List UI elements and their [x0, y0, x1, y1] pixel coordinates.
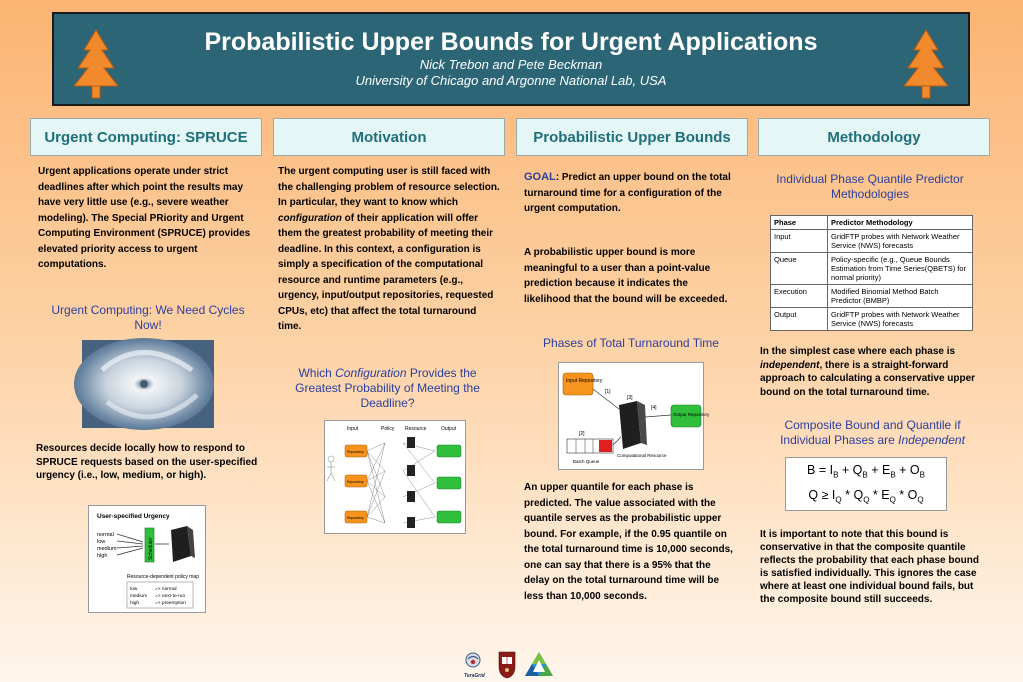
table-cell: Input	[771, 230, 828, 253]
phases-figure	[558, 362, 710, 470]
goal-text: GOAL: Predict an upper bound on the total turnaround time for a configuration of the urgent computation.	[524, 171, 731, 214]
motivation-text: The urgent computing user is still faced with the challenging problem of resource selection. In particular, they want to know which configuration of their application will offer them the greatest probability of meeting their deadline. In this context, a configuration is simply a specification of the computational resource and runtime parameters (e.g., urgency, input/output repositories, requested CPUs, etc) that affect the total turnaround time.	[278, 166, 500, 332]
upper-bound-text: A probabilistic upper bound is more meaningful to a user than a point-value prediction because it indicates the likelihood that the bound will be exceeded.	[524, 247, 728, 305]
sponsor-logos	[463, 650, 558, 680]
phase-number: [1]	[605, 389, 611, 395]
output-repo-label: Output Repository	[673, 412, 710, 417]
urgency-level: medium	[97, 546, 117, 552]
authors: Nick Trebon and Pete Beckman	[419, 57, 603, 72]
section-composite: Composite Bound and Quantile if Individual Phases are Independent	[780, 418, 965, 447]
independent-text: In the simplest case where each phase is independent, there is a straight-forward approach to calculating a conservative upper bound on the total turnaround time.	[760, 346, 976, 398]
policy-map-key: medium	[130, 594, 148, 599]
methodology-table	[770, 215, 973, 331]
section-predictors: Individual Phase Quantile Predictor Methodologies	[776, 172, 964, 201]
table-row	[771, 230, 973, 253]
table-header-row	[771, 216, 973, 230]
composite-formula	[785, 457, 947, 511]
university-seal-icon	[499, 652, 515, 678]
configuration-figure	[324, 420, 466, 534]
affiliation: University of Chicago and Argonne National Lab, USA	[355, 73, 667, 88]
argonne-logo-icon	[525, 652, 553, 676]
section-configuration: Which Configuration Provides the Greatest Probability of Meeting the Deadline?	[295, 366, 480, 410]
formula-quantile: $Q \ge I_Q * Q_Q * E_Q * O_Q$	[808, 488, 924, 505]
header-methodology: Methodology	[758, 118, 990, 156]
urgency-figure	[88, 505, 206, 613]
table-cell: Modified Binomial Method Batch Predictor (BMBP)	[828, 285, 973, 308]
table-row	[771, 253, 973, 285]
table-header: Predictor Methodology	[828, 216, 973, 230]
table-cell: Policy-specific (e.g., Queue Bounds Estimation from Time Series(QBETS) for normal priority)	[828, 253, 973, 285]
spruce-resources-text: Resources decide locally how to respond to SPRUCE requests based on the user-specified urgency (i.e., low, medium, or high).	[36, 443, 258, 481]
policy-map-value: => preemption	[155, 601, 186, 606]
repo-label: Repository	[347, 480, 364, 484]
policy-map-key: high	[130, 601, 140, 606]
table-cell: GridFTP probes with Network Weather Service (NWS) forecasts	[828, 230, 973, 253]
table-cell: Execution	[771, 285, 828, 308]
urgency-level: high	[97, 553, 108, 559]
input-repo-label: Input Repository	[566, 378, 603, 384]
tree-logo-icon	[66, 28, 126, 100]
hurricane-image	[82, 340, 214, 428]
fig-col-label: Policy	[381, 426, 395, 432]
tree-logo-icon	[896, 28, 956, 100]
header-motivation: Motivation	[273, 118, 505, 156]
quantile-text: An upper quantile for each phase is predicted. The value associated with the quantile serves as the probabilistic upper bound. For example, if the 0.95 quantile on the total turnaround time is 10,000 seconds, one can say that there is a 95% that the delay on the total turnaround time will be less than 10,000 seconds.	[524, 482, 733, 602]
repo-label: Repository	[347, 516, 364, 520]
urgency-level: low	[97, 539, 106, 545]
scheduler-label: Scheduler	[148, 537, 154, 560]
header-spruce: Urgent Computing: SPRUCE	[30, 118, 262, 156]
policy-map-key: low	[130, 587, 138, 592]
policy-map-value: => next-to-run	[155, 594, 186, 599]
fig-col-label: Input	[347, 426, 359, 432]
table-header: Phase	[771, 216, 828, 230]
conservative-text: It is important to note that this bound is conservative in that the composite quantile reflects the probability that each phase bound is satisfied individually. This ignores the case where at least one individual bound fails, but the composite bound still succeeds.	[760, 529, 979, 605]
table-cell: Output	[771, 308, 828, 331]
urgency-fig-title: User-specified Urgency	[97, 513, 170, 520]
policy-map-value: => normal	[155, 587, 177, 592]
formula-bound: $B = I_B + Q_B + E_B + O_B$	[807, 463, 925, 480]
compute-label: Computational Resource	[617, 453, 667, 458]
queue-label: Batch Queue	[573, 459, 600, 464]
teragrid-label: TeraGrid	[464, 673, 485, 679]
spruce-intro: Urgent applications operate under strict deadlines after which point the results may have very little use (e.g., severe weather modeling). The Special PRiority and Urgent Computing Environment (SPRUCE) provides elevated priority access to urgent computations.	[38, 166, 251, 270]
poster-title: Probabilistic Upper Bounds for Urgent Applications	[204, 28, 818, 56]
urgency-level: normal	[97, 532, 114, 538]
fig-col-label: Output	[441, 426, 457, 432]
table-row	[771, 308, 973, 331]
table-cell: GridFTP probes with Network Weather Service (NWS) forecasts	[828, 308, 973, 331]
header-upper-bounds: Probabilistic Upper Bounds	[516, 118, 748, 156]
section-phases: Phases of Total Turnaround Time	[543, 336, 719, 350]
phase-number: [4]	[651, 405, 657, 411]
fig-col-label: Resource	[405, 426, 427, 432]
section-cycles: Urgent Computing: We Need Cycles Now!	[51, 303, 245, 332]
repo-label: Repository	[347, 450, 364, 454]
table-cell: Queue	[771, 253, 828, 285]
teragrid-logo-icon	[464, 653, 486, 679]
title-banner	[52, 12, 970, 106]
policy-map-title: Resource-dependent policy map	[127, 574, 199, 580]
phase-number: [3]	[627, 395, 633, 401]
phase-number: [2]	[579, 431, 585, 437]
table-row	[771, 285, 973, 308]
